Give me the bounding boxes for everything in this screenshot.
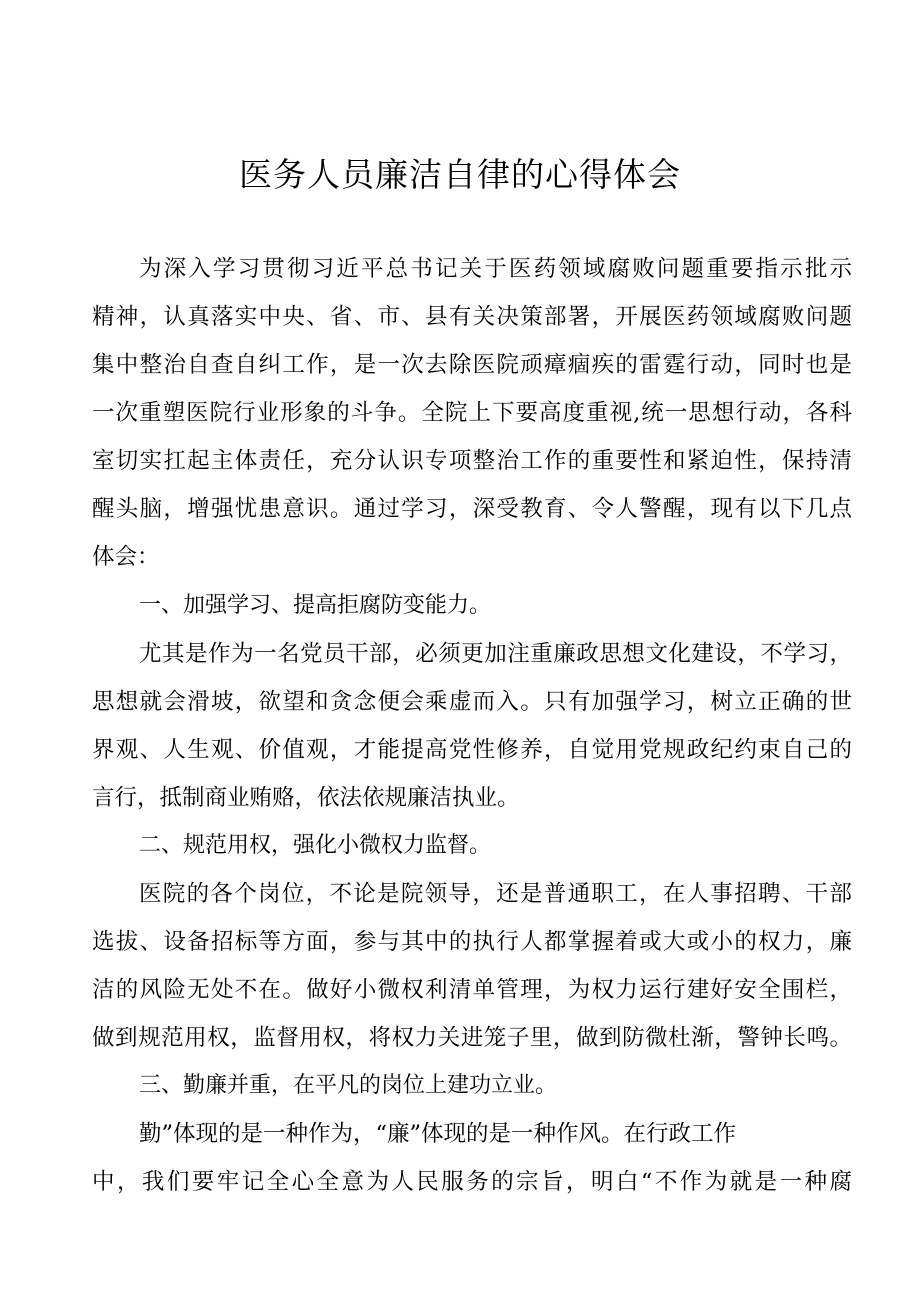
paragraph-line: 集中整治自查自纠工作，是一次去除医院顽瘴痼疾的雷霆行动，同时也是: [92, 352, 852, 378]
paragraph-line: 勤”体现的是一种作为，“廉”体现的是一种作风。在行政工作: [139, 1121, 737, 1147]
paragraph-line: 医院的各个岗位，不论是院领导，还是普通职工，在人事招聘、干部: [139, 881, 852, 907]
paragraph-line: 醒头脑，增强忧患意识。通过学习，深受教育、令人警醒，现有以下几点: [92, 496, 852, 522]
section-heading-3: 三、勤廉并重，在平凡的岗位上建功立业。: [139, 1073, 558, 1098]
paragraph-line: 言行，抵制商业贿赂，依法依规廉洁执业。: [92, 785, 520, 811]
paragraph-line: 一次重塑医院行业形象的斗争。全院上下要高度重视,统一思想行动，各科: [92, 400, 852, 426]
paragraph-line: 选拔、设备招标等方面，参与其中的执行人都掌握着或大或小的权力，廉: [92, 929, 852, 955]
section-heading-2: 二、规范用权，强化小微权力监督。: [139, 833, 492, 858]
section-heading-1: 一、加强学习、提高拒腐防变能力。: [139, 593, 492, 618]
paragraph-line: 为深入学习贯彻习近平总书记关于医药领域腐败问题重要指示批示: [139, 256, 852, 282]
paragraph-line: 体会：: [92, 544, 160, 570]
paragraph-line: 界观、人生观、价值观，才能提高党性修养，自觉用党规政纪约束自己的: [92, 737, 852, 763]
paragraph-line: 室切实扛起主体责任，充分认识专项整治工作的重要性和紧迫性，保持清: [92, 448, 852, 474]
paragraph-line: 做到规范用权，监督用权，将权力关进笼子里，做到防微杜渐，警钟长鸣。: [92, 1025, 852, 1051]
document-title: 医务人员廉洁自律的心得体会: [239, 155, 681, 194]
paragraph-line: 思想就会滑坡，欲望和贪念便会乘虚而入。只有加强学习，树立正确的世: [92, 689, 852, 715]
paragraph-line: 洁的风险无处不在。做好小微权利清单管理，为权力运行建好安全围栏，: [92, 977, 852, 1003]
paragraph-line: 尤其是作为一名党员干部，必须更加注重廉政思想文化建设，不学习，: [139, 641, 852, 667]
paragraph-line: 精神，认真落实中央、省、市、县有关决策部署，开展医药领域腐败问题: [92, 304, 852, 330]
paragraph-line: 中，我们要牢记全心全意为人民服务的宗旨，明白“不作为就是一种腐: [92, 1169, 852, 1195]
